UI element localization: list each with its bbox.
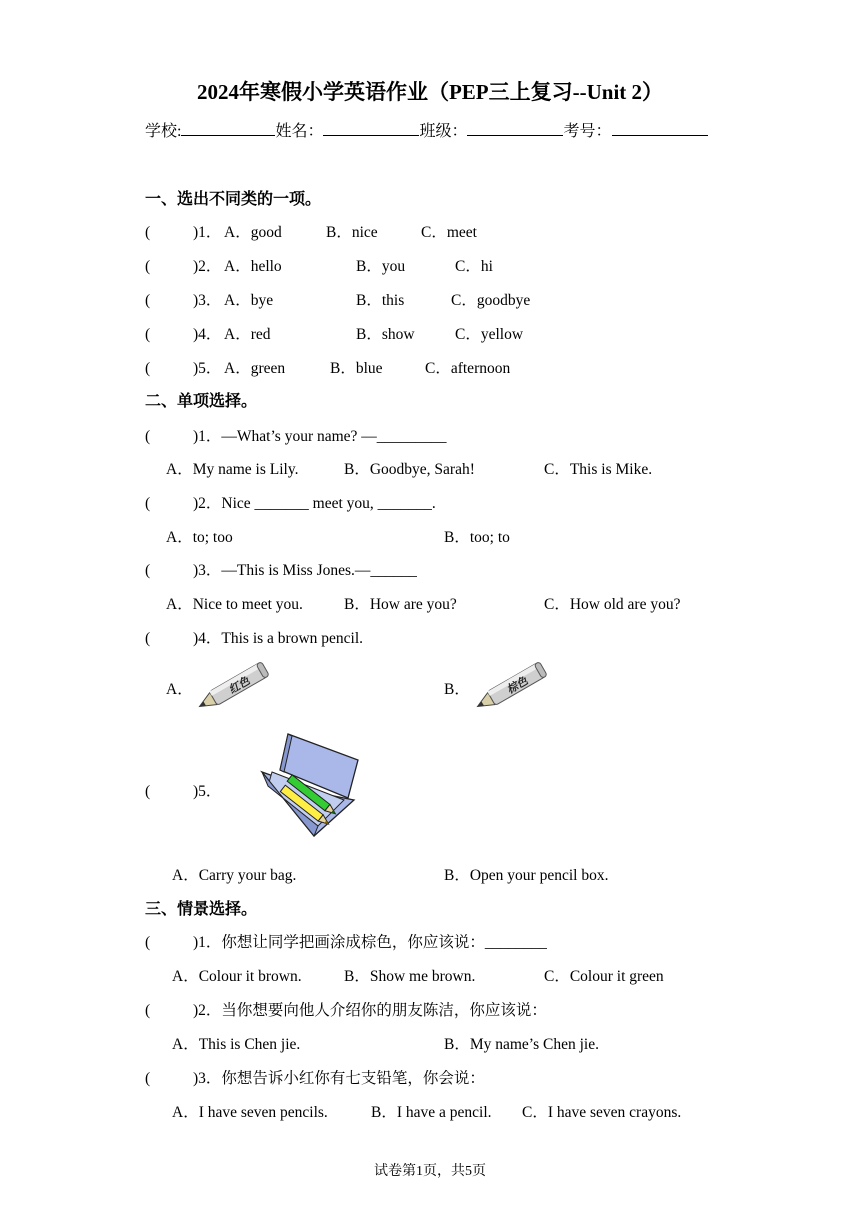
- answer-paren[interactable]: (: [145, 495, 151, 512]
- section3-heading: 三、情景选择。: [145, 901, 258, 918]
- question-stem: )5．: [193, 783, 222, 800]
- s2-q3-option-a: A．Nice to meet you.: [166, 596, 303, 613]
- number-blank[interactable]: [612, 120, 708, 136]
- answer-paren[interactable]: (: [145, 258, 151, 275]
- s1-q1-option-c: C．meet: [421, 224, 477, 241]
- answer-paren[interactable]: (: [145, 292, 151, 309]
- s1-q2-option-b: B．you: [356, 258, 406, 275]
- s3-q1-option-c: C．Colour it green: [544, 968, 664, 985]
- question-stem: )3．你想告诉小红你有七支铅笔，你会说：: [193, 1070, 485, 1087]
- question-number: )2．: [193, 258, 222, 275]
- name-blank[interactable]: [323, 120, 419, 136]
- answer-paren[interactable]: (: [145, 360, 151, 377]
- class-blank[interactable]: [467, 120, 563, 136]
- page-footer: 试卷第1页，共5页: [374, 1164, 486, 1179]
- student-info-line: [145, 118, 708, 141]
- s3-question-3: [145, 1066, 485, 1088]
- question-stem: )4．This is a brown pencil.: [193, 630, 364, 647]
- s1-question-3: [145, 288, 221, 310]
- s1-q5-option-b: B．blue: [330, 360, 383, 377]
- s3-q3-option-c: C．I have seven crayons.: [522, 1104, 682, 1121]
- answer-paren[interactable]: (: [145, 934, 151, 951]
- question-stem: )2．当你想要向他人介绍你的朋友陈洁，你应该说：: [193, 1002, 547, 1019]
- question-number: )5．: [193, 360, 222, 377]
- brown-pencil-image: [468, 656, 558, 716]
- question-stem: )1．你想让同学把画涂成棕色，你应该说：________: [193, 934, 547, 951]
- s2-question-5: [145, 779, 221, 801]
- s1-q3-option-a: A．bye: [224, 292, 274, 309]
- s1-q4-option-b: B．show: [356, 326, 415, 343]
- answer-paren[interactable]: (: [145, 562, 151, 579]
- s1-q4-option-a: A．red: [224, 326, 271, 343]
- s2-q3-option-b: B．How are you?: [344, 596, 457, 613]
- s1-question-1: [145, 220, 221, 242]
- s3-question-2: [145, 998, 547, 1020]
- pencil-box-image: [258, 730, 362, 840]
- s1-question-4: [145, 322, 221, 344]
- red-pencil-image: [190, 656, 280, 716]
- question-stem: )1．—What’s your name? —_________: [193, 428, 447, 445]
- school-label: 学校:: [145, 123, 182, 140]
- s1-q1-option-a: A．good: [224, 224, 282, 241]
- answer-paren[interactable]: (: [145, 783, 151, 800]
- s2-question-3: [145, 558, 417, 580]
- question-number: )3．: [193, 292, 222, 309]
- number-label: 考号：: [563, 123, 612, 140]
- s1-q4-option-c: C．yellow: [455, 326, 524, 343]
- s3-q1-option-b: B．Show me brown.: [344, 968, 476, 985]
- school-blank[interactable]: [181, 120, 275, 136]
- question-stem: )2．Nice _______ meet you, _______.: [193, 495, 436, 512]
- question-stem: )3．—This is Miss Jones.—______: [193, 562, 417, 579]
- s1-question-5: [145, 356, 221, 378]
- answer-paren[interactable]: (: [145, 326, 151, 343]
- s1-q3-option-b: B．this: [356, 292, 405, 309]
- s2-question-2: [145, 491, 436, 513]
- question-number: )1．: [193, 224, 222, 241]
- s3-q3-option-a: A．I have seven pencils.: [172, 1104, 328, 1121]
- s1-q1-option-b: B．nice: [326, 224, 378, 241]
- section1-heading: 一、选出不同类的一项。: [145, 191, 322, 208]
- s3-question-1: [145, 930, 547, 952]
- answer-paren[interactable]: (: [145, 630, 151, 647]
- s1-question-2: [145, 254, 221, 276]
- s1-q2-option-c: C．hi: [455, 258, 493, 275]
- s2-q2-option-a: A．to; too: [166, 529, 233, 546]
- s2-q4-option-a: A．: [166, 681, 193, 698]
- s1-q3-option-c: C．goodbye: [451, 292, 531, 309]
- s2-question-1: [145, 424, 447, 446]
- s3-q2-option-b: B．My name’s Chen jie.: [444, 1036, 599, 1053]
- s2-q5-option-b: B．Open your pencil box.: [444, 867, 609, 884]
- s2-q2-option-b: B．too; to: [444, 529, 510, 546]
- s1-q5-option-a: A．green: [224, 360, 286, 377]
- question-number: )4．: [193, 326, 222, 343]
- s2-q1-option-a: A．My name is Lily.: [166, 461, 299, 478]
- answer-paren[interactable]: (: [145, 428, 151, 445]
- pencil-a-label: 红色: [226, 674, 252, 697]
- s2-q1-option-b: B．Goodbye, Sarah!: [344, 461, 475, 478]
- s3-q2-option-a: A．This is Chen jie.: [172, 1036, 301, 1053]
- page-title: 2024年寒假小学英语作业（PEP三上复习--Unit 2）: [196, 80, 664, 104]
- answer-paren[interactable]: (: [145, 224, 151, 241]
- pencil-b-label: 棕色: [504, 674, 530, 697]
- s1-q2-option-a: A．hello: [224, 258, 282, 275]
- s1-q5-option-c: C．afternoon: [425, 360, 511, 377]
- name-label: 姓名：: [275, 123, 324, 140]
- s2-q1-option-c: C．This is Mike.: [544, 461, 653, 478]
- s2-q3-option-c: C．How old are you?: [544, 596, 681, 613]
- class-label: 班级：: [419, 123, 468, 140]
- s2-question-4: [145, 626, 363, 648]
- section2-heading: 二、单项选择。: [145, 393, 258, 410]
- s3-q3-option-b: B．I have a pencil.: [371, 1104, 492, 1121]
- s2-q4-option-b: B．: [444, 681, 470, 698]
- s3-q1-option-a: A．Colour it brown.: [172, 968, 302, 985]
- answer-paren[interactable]: (: [145, 1070, 151, 1087]
- s2-q5-option-a: A．Carry your bag.: [172, 867, 297, 884]
- answer-paren[interactable]: (: [145, 1002, 151, 1019]
